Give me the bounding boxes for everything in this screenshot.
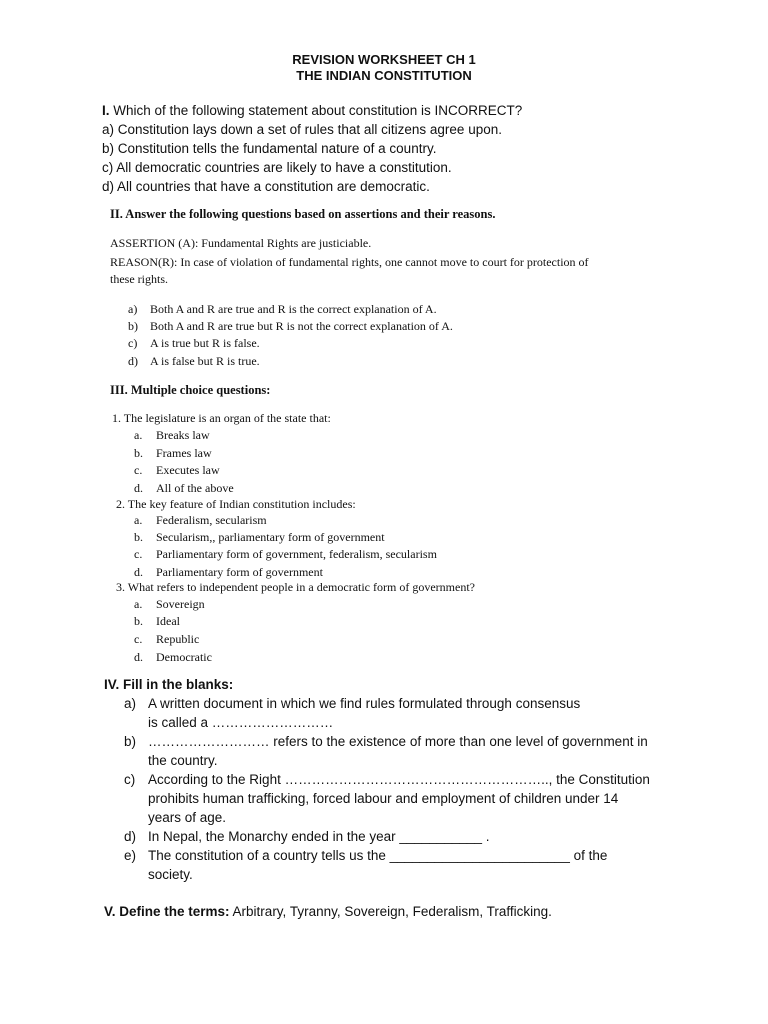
- mcq-2-option-a: a. Federalism, secularism: [134, 513, 267, 527]
- fill-blank-a-line1: a) A written document in which we find rules formulated through consensus: [124, 696, 581, 711]
- section-1-question-text: Which of the following statement about constitution is INCORRECT?: [113, 103, 523, 118]
- assertion-option-d: d) A is false but R is true.: [128, 354, 260, 368]
- assertion-option-b: b) Both A and R are true but R is not the correct explanation of A.: [128, 319, 453, 333]
- worksheet-title: REVISION WORKSHEET CH 1: [292, 52, 476, 67]
- fill-blank-e-line2: society.: [148, 867, 193, 882]
- section-1-option-b: b) Constitution tells the fundamental nature of a country.: [102, 141, 437, 156]
- mcq-2-option-d: d. Parliamentary form of government: [134, 565, 323, 579]
- fill-blank-b-line1: b) ……………………… refers to the existence of more than one level of government in: [124, 734, 648, 749]
- assertion-option-c: c) A is true but R is false.: [128, 336, 260, 350]
- fill-blank-e-line1: e) The constitution of a country tells us the ________________________ of the: [124, 848, 608, 863]
- mcq-1-question: 1. The legislature is an organ of the state that:: [112, 411, 331, 425]
- fill-blank-c-line2: prohibits human trafficking, forced labour and employment of children under 14: [148, 791, 619, 806]
- mcq-1-option-b: b. Frames law: [134, 446, 212, 460]
- mcq-3-option-b: b. Ideal: [134, 614, 180, 628]
- assertion-text: ASSERTION (A): Fundamental Rights are justiciable.: [110, 236, 372, 250]
- mcq-2-question: 2. The key feature of Indian constitution includes:: [116, 497, 356, 511]
- fill-blank-c-line3: years of age.: [148, 810, 227, 825]
- assertion-option-a: a) Both A and R are true and R is the correct explanation of A.: [128, 302, 437, 316]
- section-1-question: [102, 103, 522, 118]
- section-4-heading: IV. Fill in the blanks:: [104, 677, 234, 692]
- fill-blank-b-line2: the country.: [148, 753, 218, 768]
- section-3-heading: III. Multiple choice questions:: [110, 383, 271, 397]
- reason-text-line1: REASON(R): In case of violation of fundamental rights, one cannot move to court for protection of: [110, 255, 589, 269]
- fill-blank-d-line1: d) In Nepal, the Monarchy ended in the year ___________ .: [124, 829, 490, 844]
- mcq-1-option-a: a. Breaks law: [134, 428, 210, 442]
- mcq-1-option-d: d. All of the above: [134, 481, 234, 495]
- section-1-option-c: c) All democratic countries are likely to have a constitution.: [102, 160, 452, 175]
- section-1-number: I.: [102, 103, 110, 118]
- section-5-terms: Arbitrary, Tyranny, Sovereign, Federalism, Trafficking.: [229, 904, 552, 919]
- mcq-1-option-c: c. Executes law: [134, 463, 220, 477]
- mcq-3-option-c: c. Republic: [134, 632, 200, 646]
- section-5-heading: V. Define the terms:: [104, 904, 230, 919]
- mcq-3-option-d: d. Democratic: [134, 650, 212, 664]
- section-1-option-a: a) Constitution lays down a set of rules that all citizens agree upon.: [102, 122, 502, 137]
- mcq-2-option-b: b. Secularism,, parliamentary form of government: [134, 530, 385, 544]
- fill-blank-a-line2: is called a ………………………: [148, 715, 334, 730]
- worksheet-subtitle: THE INDIAN CONSTITUTION: [296, 68, 472, 83]
- mcq-3-question: 3. What refers to independent people in a democratic form of government?: [116, 580, 475, 594]
- section-5-define-terms: [104, 904, 552, 919]
- mcq-3-option-a: a. Sovereign: [134, 597, 205, 611]
- mcq-2-option-c: c. Parliamentary form of government, federalism, secularism: [134, 547, 437, 561]
- fill-blank-c-line1: c) According to the Right ………………………………………………….., the Constitution: [124, 772, 650, 787]
- reason-text-line2: these rights.: [110, 272, 168, 286]
- section-1-option-d: d) All countries that have a constitution are democratic.: [102, 179, 430, 194]
- section-2-heading: II. Answer the following questions based on assertions and their reasons.: [110, 207, 496, 221]
